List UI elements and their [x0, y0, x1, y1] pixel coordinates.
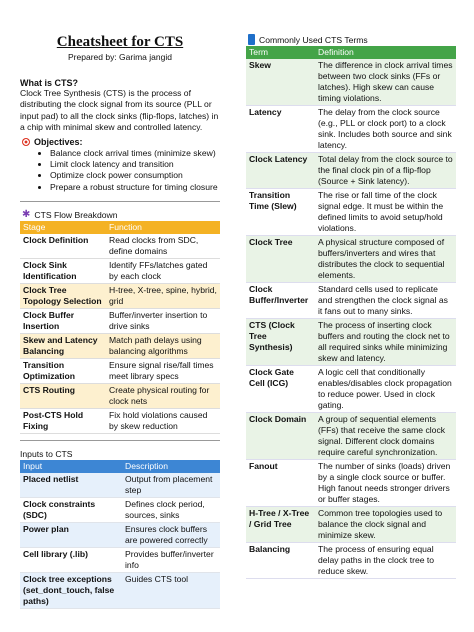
table-row: [246, 319, 456, 366]
objective-item: • Prepare a robust structure for timing closure: [50, 182, 220, 193]
term-cell: Balancing: [246, 543, 315, 579]
target-icon: [22, 138, 30, 146]
definition-cell: The delay from the clock source (e.g., PLL or clock port) to a clock sink. Includes both source and sink latency.: [315, 106, 456, 153]
input-cell: Clock constraints (SDC): [20, 498, 122, 523]
table-header-row: [20, 221, 220, 234]
definition-cell: The rise or fall time of the clock signal edge. It must be within the defined limits to avoid setup/hold violations.: [315, 189, 456, 236]
term-cell: Latency: [246, 106, 315, 153]
table-row: [20, 234, 220, 259]
table-row: [246, 413, 456, 460]
function-cell: Read clocks from SDC, define domains: [106, 234, 220, 259]
table-row: [20, 573, 220, 609]
table-row: [20, 284, 220, 309]
inputs-table: [20, 460, 220, 609]
column-header: Description: [122, 460, 220, 473]
stage-cell: Transition Optimization: [20, 359, 106, 384]
table-row: [246, 460, 456, 507]
flow-table: [20, 221, 220, 434]
definition-cell: The process of inserting clock buffers and routing the clock net to all required sinks while minimizing skew and latency.: [315, 319, 456, 366]
term-cell: Transition Time (Slew): [246, 189, 315, 236]
term-cell: Skew: [246, 59, 315, 106]
table-row: [20, 548, 220, 573]
column-header: Stage: [20, 221, 106, 234]
table-row: [20, 334, 220, 359]
book-icon: [248, 34, 255, 45]
function-cell: Ensure signal rise/fall times meet library specs: [106, 359, 220, 384]
function-cell: Buffer/inverter insertion to drive sinks: [106, 309, 220, 334]
table-row: [20, 259, 220, 284]
description-cell: Defines clock period, sources, sinks: [122, 498, 220, 523]
objective-item: • Optimize clock power consumption: [50, 170, 220, 181]
objectives-list: [20, 148, 220, 194]
table-header-row: [246, 46, 456, 59]
input-cell: Power plan: [20, 523, 122, 548]
flow-heading: [22, 210, 220, 220]
function-cell: Fix hold violations caused by skew reduction: [106, 409, 220, 434]
table-row: [246, 153, 456, 189]
function-cell: Identify FFs/latches gated by each clock: [106, 259, 220, 284]
page-subtitle: Prepared by: Garima jangid: [68, 52, 172, 62]
input-cell: Clock tree exceptions (set_dont_touch, false paths): [20, 573, 122, 609]
term-cell: Clock Latency: [246, 153, 315, 189]
page-title: Cheatsheet for CTS: [56, 34, 184, 50]
table-row: [20, 498, 220, 523]
section-divider: [20, 201, 220, 202]
terms-table: [246, 46, 456, 579]
stage-cell: Clock Sink Identification: [20, 259, 106, 284]
definition-cell: Total delay from the clock source to the final clock pin of a flip-flop (Source + Sink latency).: [315, 153, 456, 189]
section-divider: [20, 440, 220, 441]
function-cell: H-tree, X-tree, spine, hybrid, grid: [106, 284, 220, 309]
definition-cell: The process of ensuring equal delay paths in the clock tree to reduce skew.: [315, 543, 456, 579]
terms-title: Commonly Used CTS Terms: [259, 34, 368, 45]
stage-cell: Clock Tree Topology Selection: [20, 284, 106, 309]
description-cell: Ensures clock buffers are powered correctly: [122, 523, 220, 548]
objective-item: • Limit clock latency and transition: [50, 159, 220, 170]
table-row: [246, 106, 456, 153]
definition-cell: Common tree topologies used to balance the clock signal and minimize skew.: [315, 507, 456, 543]
term-cell: Fanout: [246, 460, 315, 507]
objectives-heading: [22, 137, 220, 147]
stage-cell: CTS Routing: [20, 384, 106, 409]
input-cell: Cell library (.lib): [20, 548, 122, 573]
inputs-section: [20, 449, 220, 609]
intro-section: [20, 78, 220, 193]
column-header: Definition: [315, 46, 456, 59]
definition-cell: A logic cell that conditionally enables/disables clock propagation to reduce power. Used in clock gating.: [315, 366, 456, 413]
table-row: [246, 283, 456, 319]
column-header: Term: [246, 46, 315, 59]
table-row: [20, 409, 220, 434]
definition-cell: The number of sinks (loads) driven by a single clock source or buffer. High fanout needs stronger drivers or buffer stages.: [315, 460, 456, 507]
table-row: [246, 236, 456, 283]
function-cell: Match path delays using balancing algorithms: [106, 334, 220, 359]
column-header: Input: [20, 460, 122, 473]
objective-item: • Balance clock arrival times (minimize skew): [50, 148, 220, 159]
stage-cell: Skew and Latency Balancing: [20, 334, 106, 359]
inputs-title: Inputs to CTS: [20, 449, 73, 460]
table-row: [20, 523, 220, 548]
function-cell: Create physical routing for clock nets: [106, 384, 220, 409]
left-column: [20, 34, 220, 609]
table-row: [20, 473, 220, 498]
column-header: Function: [106, 221, 220, 234]
term-cell: Clock Gate Cell (ICG): [246, 366, 315, 413]
right-column: [246, 34, 456, 579]
table-row: [246, 543, 456, 579]
definition-cell: The difference in clock arrival times between two clock sinks (FFs or latches). High skew can cause timing violations.: [315, 59, 456, 106]
table-row: [246, 59, 456, 106]
intro-heading: What is CTS?: [20, 78, 78, 88]
terms-heading: [248, 34, 456, 45]
description-cell: Provides buffer/inverter info: [122, 548, 220, 573]
description-cell: Output from placement step: [122, 473, 220, 498]
term-cell: Clock Buffer/Inverter: [246, 283, 315, 319]
term-cell: Clock Domain: [246, 413, 315, 460]
stage-cell: Post-CTS Hold Fixing: [20, 409, 106, 434]
stage-cell: Clock Buffer Insertion: [20, 309, 106, 334]
table-row: [246, 366, 456, 413]
table-row: [20, 359, 220, 384]
definition-cell: A physical structure composed of buffers/inverters and wires that distributes the clock to sequential elements.: [315, 236, 456, 283]
term-cell: H-Tree / X-Tree / Grid Tree: [246, 507, 315, 543]
intro-body: Clock Tree Synthesis (CTS) is the process of distributing the clock signal from its source (PLL or input pad) to all the clock sinks (flip-flops, latches) in a chip with minimal skew and controlled latency.: [20, 88, 219, 133]
table-row: [20, 384, 220, 409]
flow-section: [20, 210, 220, 434]
term-cell: Clock Tree: [246, 236, 315, 283]
table-header-row: [20, 460, 220, 473]
term-cell: CTS (Clock Tree Synthesis): [246, 319, 315, 366]
table-row: [20, 309, 220, 334]
table-row: [246, 507, 456, 543]
stage-cell: Clock Definition: [20, 234, 106, 259]
table-row: [246, 189, 456, 236]
definition-cell: Standard cells used to replicate and strengthen the clock signal as it fans out to many sinks.: [315, 283, 456, 319]
objectives-label: Objectives:: [34, 136, 83, 147]
input-cell: Placed netlist: [20, 473, 122, 498]
description-cell: Guides CTS tool: [122, 573, 220, 609]
definition-cell: A group of sequential elements (FFs) that receive the same clock signal. Different clock domains require careful synchronization.: [315, 413, 456, 460]
sparkle-icon: ✱: [22, 209, 31, 221]
flow-title: CTS Flow Breakdown: [34, 210, 118, 221]
